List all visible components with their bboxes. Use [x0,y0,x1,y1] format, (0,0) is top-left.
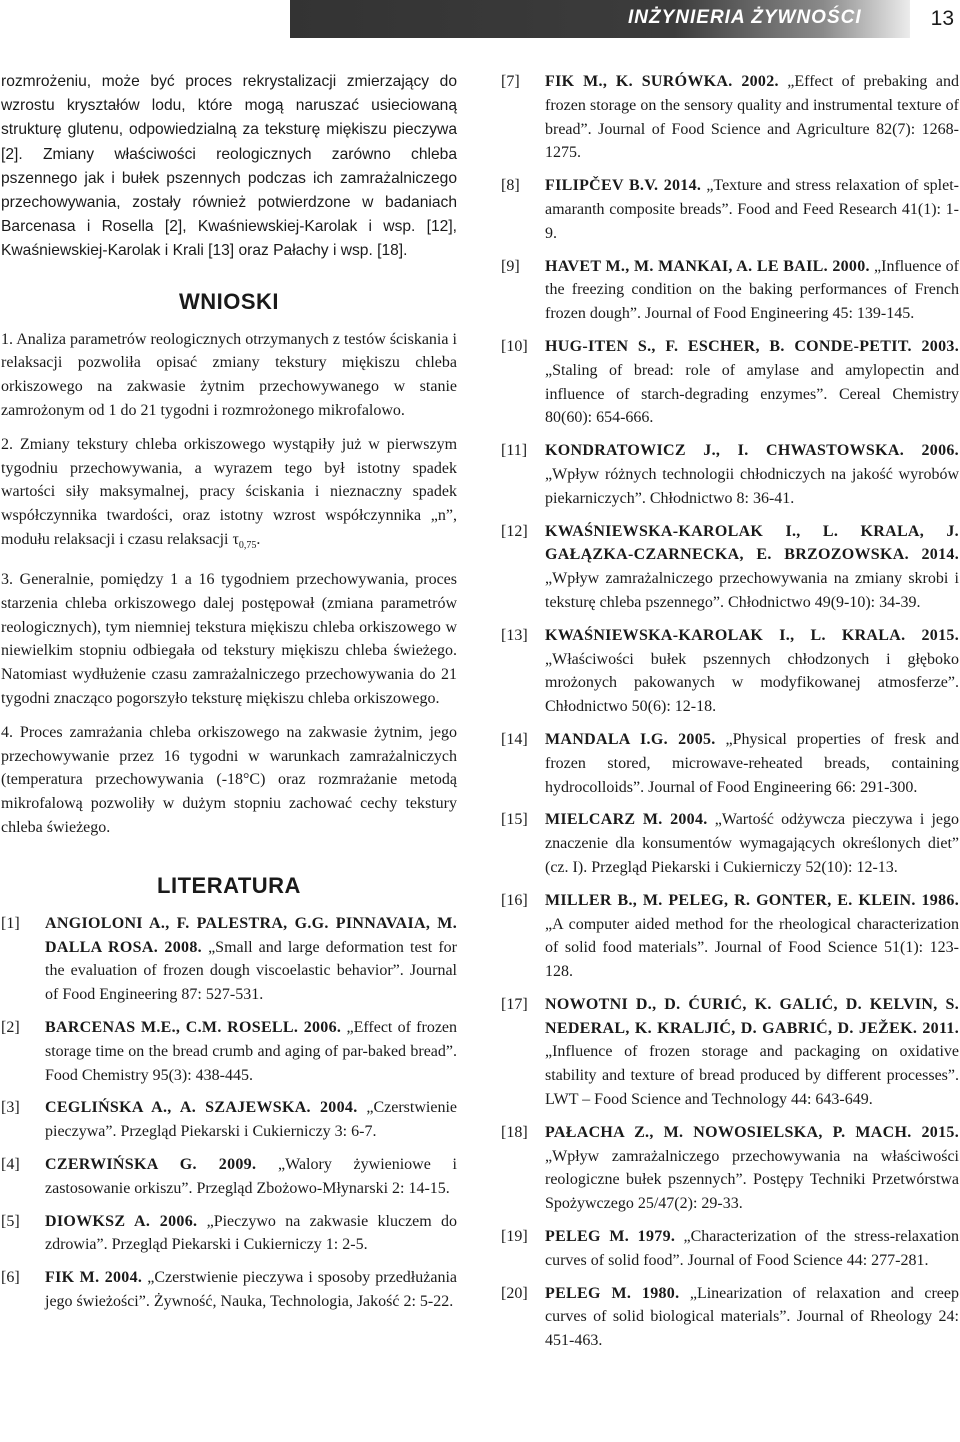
reference-number: [11] [501,442,528,460]
reference-authors: PAŁACHA Z., M. NOWOSIELSKA, P. MACH. 2015. [545,1123,959,1141]
reference-authors: MIELCARZ M. 2004. [545,811,708,829]
reference-citation: „Texture and stress relaxation of splet-amaranth composite breads”. Food and Feed Research 41(1): 1-9. [545,177,960,242]
reference-authors: CZERWIŃSKA G. 2009. [45,1155,257,1173]
reference-authors: BARCENAS M.E., C.M. ROSELL. 2006. [45,1018,342,1036]
reference-authors: KWAŚNIEWSKA-KAROLAK I., L. KRALA. 2015. [545,626,959,644]
reference-item [501,174,959,245]
references-list-left [1,912,457,1314]
reference-item [1,912,457,1007]
reference-citation: „Pieczywo na zakwasie kluczem do zdrowia”. Przegląd Piekarski i Cukierniczy 1: 2-5. [45,1212,458,1254]
page-number: 13 [930,7,954,30]
reference-authors: MILLER B., M. PELEG, R. GONTER, E. KLEIN. 1986. [545,891,959,909]
reference-citation: „Effect of prebaking and frozen storage on the sensory quality and instrumental texture of bread”. Journal of Food Science and Agriculture 82(7): 1268-1275. [545,73,959,162]
reference-item [1,1153,457,1201]
reference-citation: „Wpływ zamrażalniczego przechowywania na właściwości reologiczne bułek pszennych”. Postępy Techniki Przetwórstwa Spożywczego 25/47(2): 29-33. [545,1147,959,1213]
reference-number: [20] [501,1284,528,1302]
header-bar [290,0,910,38]
reference-item [501,728,959,799]
reference-item [501,1282,959,1353]
conclusion-item [1,721,457,840]
conclusion-text: Generalnie, pomiędzy 1 a 16 tygodniem przechowywania, proces starzenia chleba orkiszowego dalej postępował (zmiana parametrów reologicznych), tym niemniej tekstura miękiszu chleba orkiszowego w niewielkim stopniu odbiegała od tekstury miękiszu chleba świeżego. Natomiast wydłużenie czasu zamrażalniczego przechowywania do 21 tygodni znacząco pogorszyło teksturę miękiszu chleba orkiszowego. [1,570,458,707]
reference-authors: KONDRATOWICZ J., I. CHWASTOWSKA. 2006. [545,442,959,460]
conclusion-number: 2. [1,435,20,453]
conclusion-item [1,328,457,423]
reference-text [545,808,959,879]
reference-citation: „Czerstwienie pieczywa”. Przegląd Piekarski i Cukierniczy 3: 6-7. [45,1099,457,1141]
reference-item [1,1096,457,1144]
reference-citation: „Influence of the freezing condition on the baking performances of French frozen dough”. Journal of Food Engineering 45: 139-145. [545,257,960,323]
reference-text [545,728,959,799]
reference-text [545,889,959,984]
reference-item [501,1121,959,1216]
reference-text [45,1266,457,1314]
reference-number: [18] [501,1123,528,1141]
reference-authors: NOWOTNI D., D. ĆURIĆ, K. GALIĆ, D. KELVIN, S. NEDERAL, K. KRALJIĆ, D. GABRIĆ, D. JEŽEK. 2011. [545,995,959,1037]
journal-title: INŻYNIERIA ŻYWNOŚCI [628,7,862,28]
conclusion-text: Analiza parametrów reologicznych otrzymanych z testów ściskania i relaksacji pozwoliła opisać zmiany tekstury miękiszu chleba orkiszowego na zakwasie żytnim przechowywanego w stanie zamrożonym od 1 do 21 tygodni i rozmrożonego mikrofalowo. [1,330,457,420]
reference-citation: „Czerstwienie pieczywa i sposoby przedłużania jego świeżości”. Żywność, Nauka, Technologia, Jakość 2: 5-22. [45,1269,457,1310]
reference-authors: MANDALA I.G. 2005. [545,730,716,748]
reference-text [545,1282,959,1353]
reference-citation: „Właściwości bułek pszennych chłodzonych i głęboko mrożonych pakowanych w modyfikowanej atmosferze”. Chłodnictwo 50(6): 12-18. [545,650,959,716]
reference-number: [14] [501,730,528,748]
conclusion-number: 4. [1,723,20,741]
reference-text [45,912,457,1007]
reference-text [545,1121,959,1216]
reference-authors: ANGIOLONI A., F. PALESTRA, G.G. PINNAVAIA, M. DALLA ROSA. 2008. [45,914,457,956]
reference-authors: DIOWKSZ A. 2006. [45,1212,198,1230]
reference-number: [15] [501,811,528,829]
reference-text [545,624,959,719]
reference-item [501,808,959,879]
reference-item [1,1210,457,1258]
reference-authors: PELEG M. 1980. [545,1284,680,1302]
reference-number: [17] [501,995,528,1013]
reference-number: [16] [501,891,528,909]
reference-citation: „Characterization of the stress-relaxation curves of solid food”. Journal of Food Science 44: 277-281. [545,1228,959,1269]
reference-citation: „A computer aided method for the rheological characterization of solid food materials”. Journal of Food Science 51(1): 123-128. [545,915,959,981]
conclusion-tail: . [256,531,261,548]
conclusions-list [1,328,457,840]
reference-item [501,1225,959,1273]
reference-citation: „Influence of frozen storage and packaging on oxidative stability and texture of bread produced by different processes”. LWT – Food Science and Technology 44: 643-649. [545,1043,959,1109]
reference-number: [7] [501,73,520,90]
page-header [0,0,960,40]
reference-authors: KWAŚNIEWSKA-KAROLAK I., L. KRALA, J. GAŁĄZKA-CZARNECKA, E. BRZOZOWSKA. 2014. [545,522,959,564]
reference-item [501,70,959,165]
conclusions-heading: WNIOSKI [178,288,280,314]
reference-citation: „Physical properties of fresk and frozen stored, microwave-reheated breads, containing hydrocolloids”. Journal of Food Engineering 66: 291-300. [545,730,959,796]
reference-citation: „Staling of bread: role of amylase and amylopectin and influence of starch-degrading enzymes”. Cereal Chemistry 80(60): 654-666. [545,361,959,427]
reference-citation: „Wpływ różnych technologii chłodniczych na jakość wyrobów piekarniczych”. Chłodnictwo 8: 36-41. [545,465,959,507]
reference-item [501,255,959,326]
reference-text [545,439,959,510]
reference-text [545,1225,959,1273]
reference-text [545,993,959,1112]
reference-citation: „Effect of frozen storage time on the bread crumb and aging of par-baked bread”. Food Chemistry 95(3): 438-445. [45,1018,458,1084]
reference-item [1,1266,457,1314]
reference-item [501,520,959,615]
reference-authors: FILIPČEV B.V. 2014. [545,177,702,195]
reference-citation: „Linearization of relaxation and creep curves of solid biological materials”. Journal of Rheology 24: 451-463. [545,1284,959,1350]
left-column [1,70,457,1323]
reference-text [45,1016,457,1087]
reference-number: [9] [501,257,520,275]
references-list-right [501,70,959,1353]
reference-number: [19] [501,1228,528,1246]
reference-citation: „Wpływ zamrażalniczego przechowywania na zmiany skrobi i teksturę chleba pszennego”. Chłodnictwo 49(9-10): 34-39. [545,570,959,611]
reference-citation: „Small and large deformation test for the evaluation of frozen dough viscoelastic behavior”. Journal of Food Engineering 87: 527-531. [45,938,458,1004]
conclusion-number: 3. [1,570,20,588]
references-heading: LITERATURA [157,872,301,898]
conclusion-item [1,433,457,558]
reference-authors: FIK M. 2004. [45,1269,143,1287]
reference-number: [10] [501,337,528,355]
reference-authors: PELEG M. 1979. [545,1228,676,1246]
reference-number: [4] [1,1155,20,1173]
intro-paragraph: rozmrożeniu, może być proces rekrystalizacji zmierzający do wzrostu kryształów lodu, które mogą naruszać usieciowaną strukturę glutenu, odpowiedzialną za teksturę miękiszu pieczywa [2]. Zmiany właściwości reologicznych zarówno chleba pszennego jak i bułek pszennych podczas ich zamrażalniczego przechowywania, zostały również potwierdzone w badaniach Barcenasa i Rosella [2], Kwaśniewskiej-Karolak i wsp. [12], Kwaśniewskiej-Karolak i Krali [13] oraz Pałachy i wsp. [18]. [1,73,457,260]
conclusion-number: 1. [1,330,17,348]
reference-number: [1] [1,914,20,932]
reference-item [501,889,959,984]
reference-item [501,993,959,1112]
reference-number: [2] [1,1018,20,1036]
reference-number: [13] [501,626,528,644]
conclusion-text: Zmiany tekstury chleba orkiszowego wystąpiły już w pierwszym tygodniu przechowywania, a wyrazem tego był istotny spadek wartości siły maksymalnej, pracy ściskania i nieznaczny spadek współczynnika twardości, oraz istotny wzrost współczynnika „n”, modułu relaksacji i czasu relaksacji [1,435,458,548]
reference-item [501,335,959,430]
reference-text [545,335,959,430]
reference-text [545,70,959,165]
reference-citation: „Wartość odżywcza pieczywa i jego znaczenie dla konsumentów wymagających określonych diet” (cz. I). Przegląd Piekarski i Cukierniczy 52(10): 12-13. [545,811,960,876]
reference-authors: FIK M., K. SURÓWKA. 2002. [545,73,779,90]
tau-subscript: 0,75 [238,540,257,552]
reference-authors: CEGLIŃSKA A., A. SZAJEWSKA. 2004. [45,1099,358,1117]
reference-number: [8] [501,177,520,195]
reference-number: [5] [1,1212,20,1230]
reference-text [545,174,959,245]
reference-number: [12] [501,522,528,540]
reference-item [1,1016,457,1087]
reference-number: [3] [1,1099,20,1117]
reference-text [45,1153,457,1201]
reference-item [501,439,959,510]
reference-number: [6] [1,1269,20,1287]
reference-text [45,1210,457,1258]
tau-symbol: τ [232,531,239,548]
reference-authors: HUG-ITEN S., F. ESCHER, B. CONDE-PETIT. 2003. [545,337,959,355]
conclusion-item [1,568,457,711]
reference-authors: HAVET M., M. MANKAI, A. LE BAIL. 2000. [545,257,870,275]
reference-citation: „Walory żywieniowe i zastosowanie orkiszu”. Przegląd Zbożowo-Młynarski 2: 14-15. [45,1155,458,1197]
right-column [501,70,959,1362]
reference-text [45,1096,457,1144]
reference-text [545,520,959,615]
conclusion-text: Proces zamrażania chleba orkiszowego na zakwasie żytnim, jego przechowywanie przez 16 tygodni w warunkach zamrażalniczych (temperatura przechowywania (-18°C) oraz rozmrażanie metodą mikrofalową pozwoliły w dużym stopniu zachować cechy tekstury chleba świeżego. [1,723,458,836]
reference-text [545,255,959,326]
reference-item [501,624,959,719]
